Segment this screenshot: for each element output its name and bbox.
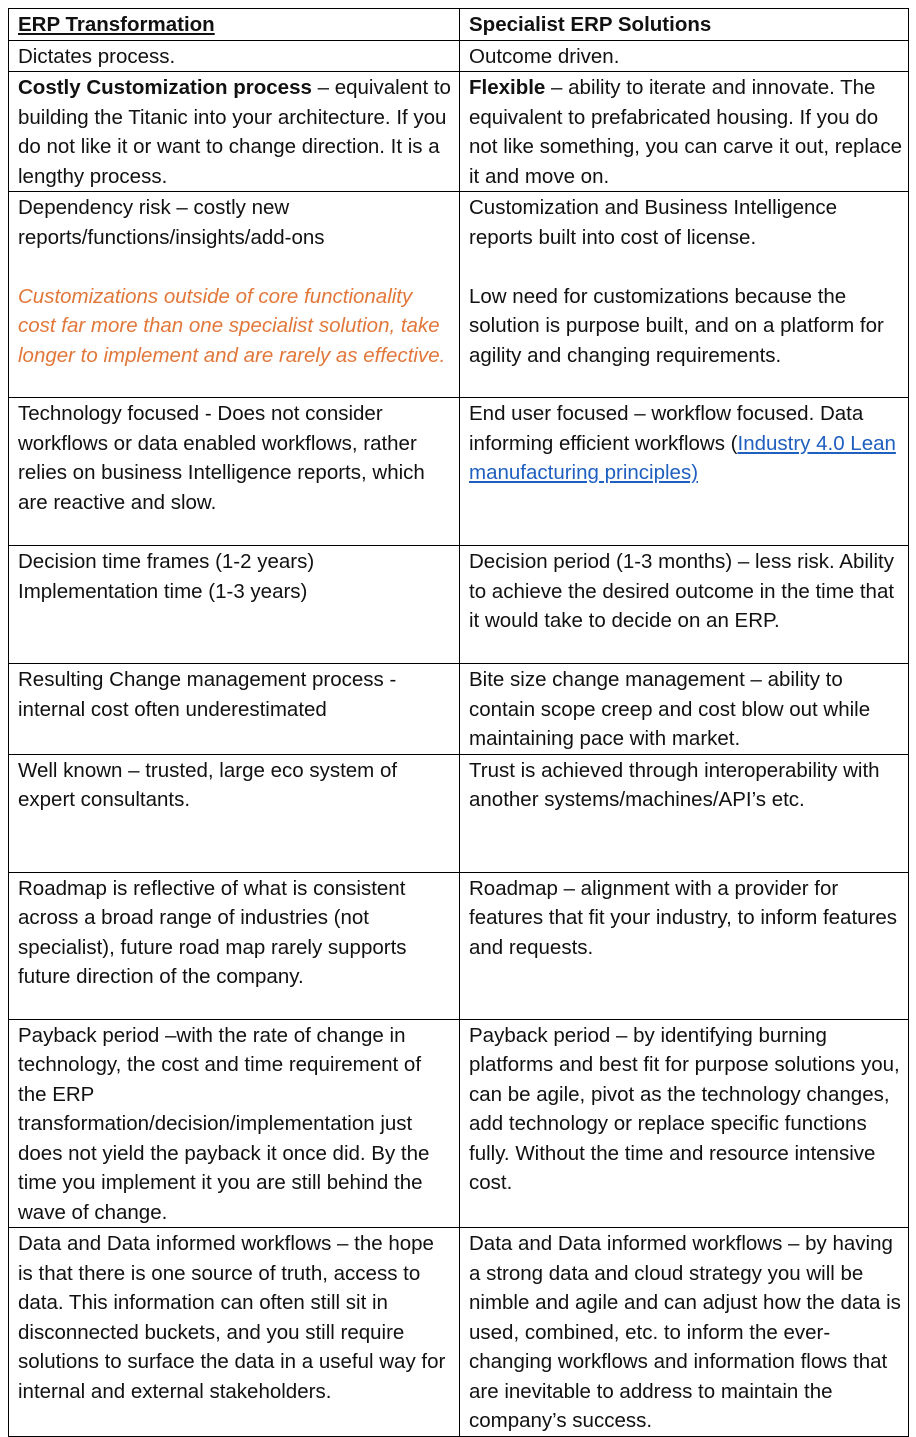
- cell-text: Outcome driven.: [469, 44, 620, 68]
- row-6-left: [9, 664, 460, 755]
- cell-text: Technology focused - Does not consider workflows or data enabled workflows, rather relies on business Intelligence reports, which are reactive and slow.: [18, 402, 425, 514]
- cell-text: Data and Data informed workflows – the hope is that there is one source of truth, access to data. This information can often still sit in disconnected buckets, and you still require solutions to surface the data in a useful way for internal and external stakeholders.: [18, 1232, 446, 1403]
- cell-text: – equivalent to building the Titanic into your architecture. If you do not like it or want to change direction. It is a lengthy process.: [18, 76, 451, 188]
- cell-text: Roadmap is reflective of what is consistent across a broad range of industries (not specialist), future road map rarely supports future direction of the company.: [18, 876, 407, 988]
- header-specialist-erp-solutions: Specialist ERP Solutions: [469, 13, 712, 36]
- table-row: [9, 664, 909, 755]
- cell-text: End user focused – workflow focused. Data informing efficient workflows (: [469, 402, 864, 455]
- cell-text: Bite size change management – ability to contain scope creep and cost blow out while maintaining pace with market.: [469, 668, 871, 750]
- table-row: [9, 192, 909, 398]
- cell-text: Payback period –with the rate of change in technology, the cost and time requirement of the ERP transformation/decision/implementation just does not yield the payback it once did. By the time you implement it you are still behind the wave of change.: [18, 1023, 430, 1224]
- row-2-right: [460, 72, 909, 192]
- cell-text: Trust is achieved through interoperability with another systems/machines/API’s etc.: [469, 758, 880, 811]
- header-row: [9, 9, 909, 41]
- row-6-right: [460, 664, 909, 755]
- cell-bold-lead: Costly Customization process: [18, 76, 312, 99]
- row-5-right: [460, 546, 909, 664]
- row-3-left: [9, 192, 460, 398]
- header-right-cell: [460, 9, 909, 41]
- row-4-right: [460, 398, 909, 546]
- row-10-left: [9, 1228, 460, 1437]
- table-row: [9, 1228, 909, 1437]
- highlight-note: Customizations outside of core functionality cost far more than one specialist solution, take longer to implement and are rarely as effective.: [18, 284, 446, 367]
- row-5-left: [9, 546, 460, 664]
- cell-text: Customization and Business Intelligence reports built into cost of license.: [469, 196, 838, 249]
- cell-text: Low need for customizations because the solution is purpose built, and on a platform for agility and changing requirements.: [469, 284, 884, 367]
- table-row: [9, 546, 909, 664]
- row-9-right: [460, 1019, 909, 1228]
- cell-text: Decision time frames (1-2 years): [18, 550, 315, 573]
- cell-bold-lead: Flexible: [469, 76, 546, 99]
- table-row: [9, 40, 909, 72]
- row-8-left: [9, 872, 460, 1019]
- row-7-right: [460, 754, 909, 872]
- table-row: [9, 72, 909, 192]
- cell-text: Decision period (1-3 months) – less risk. Ability to achieve the desired outcome in the time that it would take to decide on an ERP.: [469, 550, 895, 632]
- cell-text: Implementation time (1-3 years): [18, 579, 308, 603]
- table-row: [9, 754, 909, 872]
- cell-text: Dependency risk – costly new reports/functions/insights/add-ons: [18, 196, 325, 249]
- row-3-right: [460, 192, 909, 398]
- row-8-right: [460, 872, 909, 1019]
- cell-text: Well known – trusted, large eco system of expert consultants.: [18, 758, 398, 811]
- row-2-left: [9, 72, 460, 192]
- cell-text: Resulting Change management process - internal cost often underestimated: [18, 668, 397, 721]
- table-row: [9, 398, 909, 546]
- header-erp-transformation: ERP Transformation: [18, 13, 215, 36]
- row-1-right: [460, 40, 909, 72]
- row-9-left: [9, 1019, 460, 1228]
- cell-text: Data and Data informed workflows – by having a strong data and cloud strategy you will be nimble and agile and can adjust how the data is used, combined, etc. to inform the ever-changing workflows and information flows that are inevitable to address to maintain the company’s success.: [469, 1232, 901, 1432]
- row-10-right: [460, 1228, 909, 1437]
- cell-text: Payback period – by identifying burning platforms and best fit for purpose solutions you, can be agile, pivot as the technology changes, add technology or replace specific functions fully. Without the time and resource intensive cost.: [469, 1023, 900, 1194]
- row-7-left: [9, 754, 460, 872]
- cell-text: Dictates process.: [18, 44, 176, 68]
- cell-text: Roadmap – alignment with a provider for features that fit your industry, to inform features and requests.: [469, 876, 898, 959]
- row-4-left: [9, 398, 460, 546]
- comparison-table: [8, 8, 909, 1437]
- cell-text: – ability to iterate and innovate. The equivalent to prefabricated housing. If you do not like something, you can carve it out, replace it and move on.: [469, 76, 903, 188]
- header-left-cell: [9, 9, 460, 41]
- table-row: [9, 872, 909, 1019]
- table-row: [9, 1019, 909, 1228]
- industry-4-link[interactable]: Industry 4.0 Lean manufacturing principles): [469, 431, 896, 484]
- row-1-left: [9, 40, 460, 72]
